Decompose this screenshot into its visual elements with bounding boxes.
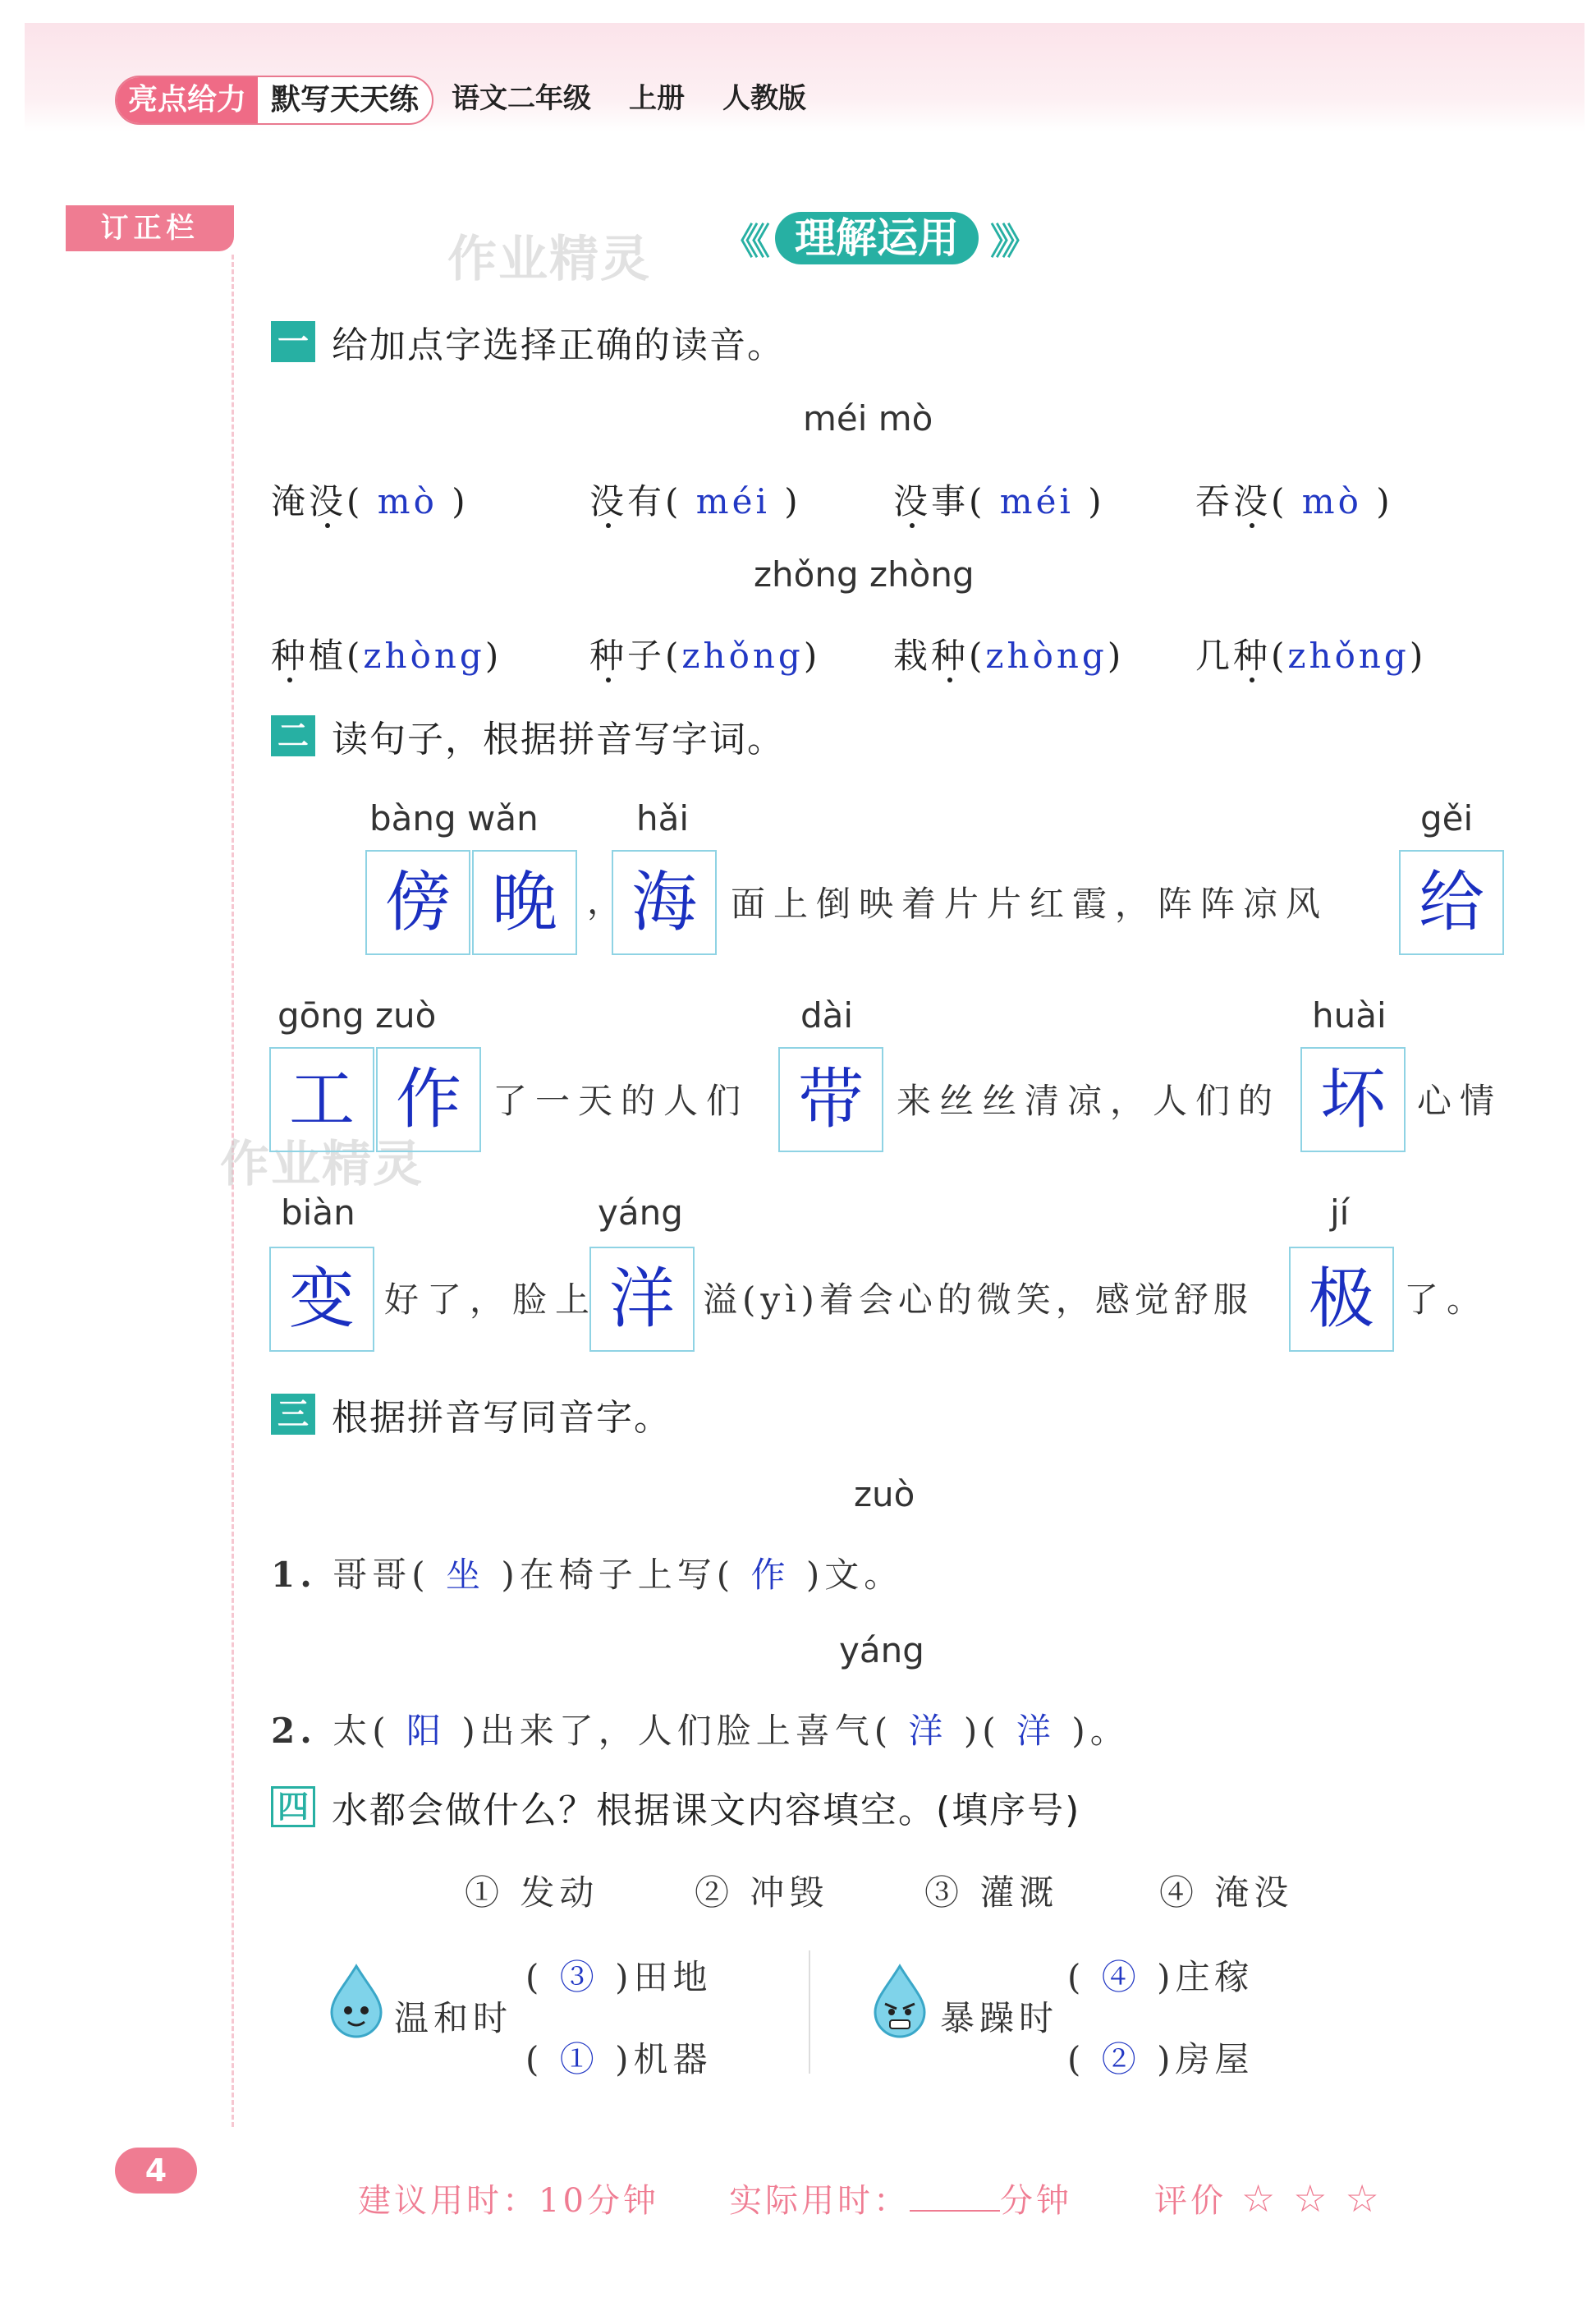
q4-header — [271, 1782, 1080, 1831]
pinyin: hǎi — [636, 798, 690, 838]
pinyin: gōng zuò — [277, 995, 437, 1036]
q1-item: 没有( méi ) — [589, 481, 801, 521]
section-heading — [722, 209, 1031, 267]
q4-option: ② 冲毁 — [695, 1872, 829, 1913]
q4-prompt: 水都会做什么？根据课文内容填空。(填序号) — [332, 1789, 1081, 1831]
q4-option: ③ 灌溉 — [924, 1872, 1059, 1913]
q1-options-2: zhǒng zhòng — [754, 554, 975, 595]
water-drop-icon — [325, 1963, 388, 2038]
q3-prompt: 根据拼音写同音字。 — [332, 1397, 672, 1439]
watermark-2: 作业精灵 — [220, 1136, 424, 1193]
star-icon: ☆ — [1241, 2175, 1279, 2221]
answer-box: 傍 — [365, 850, 470, 955]
sentence-text: ， — [587, 881, 631, 921]
q3-header — [271, 1390, 672, 1439]
chevron-right-icon: 》》 — [990, 221, 1031, 263]
star-icon: ☆ — [1293, 2175, 1331, 2221]
brand-badge — [115, 76, 433, 125]
sentence-text: 了。 — [1404, 1279, 1490, 1320]
q3-item-2: 2. 太( 阳 )出来了，人们脸上喜气( 洋 )( 洋 )。 — [271, 1711, 1130, 1751]
sentence-text: 好了，脸上 — [384, 1279, 598, 1320]
answer-box: 变 — [269, 1247, 374, 1352]
q3-item-1: 1. 哥哥( 坐 )在椅子上写( 作 )文。 — [271, 1555, 904, 1595]
pinyin: gěi — [1420, 798, 1474, 838]
answer-box: 极 — [1289, 1247, 1394, 1352]
actual-time: 实际用时： 分钟 — [729, 2182, 1072, 2220]
sentence-text: 溢(yì)着会心的微笑，感觉舒服 — [703, 1279, 1253, 1320]
q1-item: 种植(zhòng) — [271, 636, 502, 676]
q4-option: ① 发动 — [465, 1872, 599, 1913]
q3-number: 三 — [271, 1394, 315, 1435]
pinyin: huài — [1312, 995, 1387, 1036]
gentle-row-1: ( ③ )田地 — [525, 1957, 713, 1997]
pinyin: yáng — [839, 1630, 924, 1670]
q1-item: 吞没( mò ) — [1195, 481, 1393, 521]
q4-divider — [809, 1950, 810, 2074]
answer-box: 带 — [778, 1047, 883, 1152]
pinyin: biàn — [281, 1192, 355, 1233]
sentence-text: 面上倒映着片片红霞，阵阵凉风 — [731, 884, 1329, 924]
rating: 评价 ☆ ☆ ☆ — [1154, 2175, 1383, 2221]
q1-item: 栽种(zhòng) — [893, 636, 1125, 676]
page-number: 4 — [115, 2148, 197, 2194]
correction-tab: 订正栏 — [66, 205, 234, 251]
q1-number: 一 — [271, 321, 315, 362]
pinyin: jí — [1330, 1192, 1350, 1233]
chevron-left-icon: 《《 — [722, 221, 764, 263]
sentence-text: 来丝丝清凉，人们的 — [897, 1081, 1282, 1121]
violent-row-2: ( ② )房屋 — [1067, 2039, 1254, 2079]
pinyin: yáng — [598, 1192, 683, 1233]
q4-option: ④ 淹没 — [1159, 1872, 1294, 1913]
q1-prompt: 给加点字选择正确的读音。 — [332, 324, 785, 366]
edition: 人教版 — [722, 82, 806, 115]
answer-box: 给 — [1399, 850, 1504, 955]
q1-item: 种子(zhǒng) — [589, 636, 821, 676]
q1-header — [271, 317, 785, 366]
violent-label: 暴躁时 — [940, 1998, 1059, 2038]
section-title: 理解运用 — [775, 212, 979, 264]
answer-box: 洋 — [589, 1247, 695, 1352]
sentence-text: 心情 — [1417, 1081, 1503, 1121]
q1-options-1: méi mò — [803, 398, 933, 439]
watermark: 作业精灵 — [447, 231, 651, 288]
answer-box: 作 — [376, 1047, 481, 1152]
q2-prompt: 读句子，根据拼音写字词。 — [332, 719, 785, 760]
pinyin: dài — [800, 995, 854, 1036]
gentle-label: 温和时 — [394, 1998, 513, 2038]
suggested-time: 建议用时：10分钟 — [358, 2182, 659, 2220]
volume: 上册 — [629, 82, 685, 115]
answer-box: 晚 — [472, 850, 577, 955]
book-meta — [452, 76, 806, 122]
gentle-row-2: ( ① )机器 — [525, 2039, 713, 2079]
answer-box: 工 — [269, 1047, 374, 1152]
q2-header — [271, 711, 785, 760]
violent-row-1: ( ④ )庄稼 — [1067, 1957, 1254, 1997]
angry-water-drop-icon — [869, 1963, 931, 2038]
pinyin: zuò — [854, 1474, 915, 1514]
brand-left: 亮点给力 — [117, 77, 258, 123]
pinyin: bàng wǎn — [369, 798, 539, 838]
brand-right: 默写天天练 — [271, 83, 420, 117]
q1-item: 几种(zhǒng) — [1195, 636, 1427, 676]
answer-box: 坏 — [1300, 1047, 1406, 1152]
q4-number: 四 — [271, 1786, 315, 1827]
subject: 语文二年级 — [452, 82, 591, 115]
sentence-text: 了一天的人们 — [493, 1081, 750, 1121]
q1-item: 淹没( mò ) — [271, 481, 469, 521]
q2-number: 二 — [271, 715, 315, 756]
answer-box: 海 — [612, 850, 717, 955]
q1-item: 没事( méi ) — [893, 481, 1105, 521]
star-icon: ☆ — [1345, 2175, 1383, 2221]
